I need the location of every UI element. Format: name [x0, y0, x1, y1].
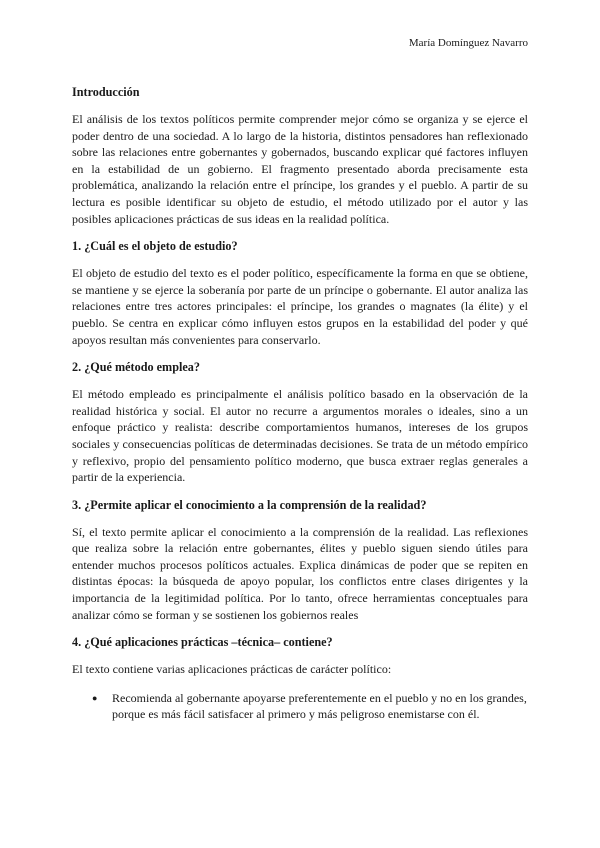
section-4-heading: 4. ¿Qué aplicaciones prácticas –técnica– contiene?	[72, 635, 333, 650]
section-3-paragraph: Sí, el texto permite aplicar el conocimiento a la comprensión de la realidad. Las reflexiones que realiza sobre la relación entre gobernantes, élites y pueblo siguen siendo útiles para entender muchos procesos políticos actuales. Explica dinámicas de poder que se repiten en distintas épocas: la búsqueda de apoyo popular, los conflictos entre clases dirigentes y la importancia de la legitimidad política. Por lo tanto, ofrece herramientas conceptuales para analizar cómo se forman y se sostienen los gobiernos reales	[72, 524, 528, 622]
intro-heading: Introducción	[72, 85, 140, 99]
section-1-heading: 1. ¿Cuál es el objeto de estudio?	[72, 239, 238, 254]
section-4-paragraph: El texto contiene varias aplicaciones prácticas de carácter político:	[72, 662, 392, 677]
intro-paragraph: El análisis de los textos políticos permite comprender mejor cómo se organiza y se ejerce el poder dentro de una sociedad. A lo largo de la historia, distintos pensadores han reflexionado sobre las relaciones entre gobernantes y gobernados, buscando explicar qué factores influyen en la estabilidad de un gobierno. El fragmento presentado aborda precisamente esta problemática, analizando la relación entre el príncipe, los grandes y el pueblo. A partir de su lectura es posible identificar su objeto de estudio, el método utilizado por el autor y las posibles aplicaciones prácticas de sus ideas en la realidad política.	[72, 112, 528, 226]
section-2-heading: 2. ¿Qué método emplea?	[72, 360, 200, 375]
section-2-paragraph: El método empleado es principalmente el análisis político basado en la observación de la realidad histórica y social. El autor no recurre a argumentos morales o ideales, sino a un enfoque práctico y realista: describe comportamientos humanos, intereses de los grupos sociales y consecuencias políticas de determinadas decisiones. Se trata de un método empírico y reflexivo, propio del pensamiento político moderno, que busca extraer reglas generales a partir de la experiencia.	[72, 387, 528, 485]
bullet-icon: ●	[92, 692, 98, 703]
document-body	[72, 84, 528, 723]
applications-list	[72, 690, 528, 723]
section-3-heading: 3. ¿Permite aplicar el conocimiento a la comprensión de la realidad?	[72, 497, 427, 512]
author-name: María Domínguez Navarro	[408, 37, 528, 49]
section-1-paragraph: El objeto de estudio del texto es el poder político, específicamente la forma en que se obtiene, se mantiene y se ejerce la soberanía por parte de un príncipe o gobernante. El autor analiza las relaciones entre tres actores principales: el príncipe, los grandes o magnates (la élite) y el pueblo. Se centra en explicar cómo influyen estos grupos en la estabilidad del poder y qué apoyos resultan más convenientes para conservarlo.	[72, 266, 528, 347]
list-item	[92, 690, 528, 723]
list-item-text: Recomienda al gobernante apoyarse preferentemente en el pueblo y no en los grandes, porque es más fácil satisfacer al primero y más peligroso enemistarse con él.	[112, 690, 527, 722]
